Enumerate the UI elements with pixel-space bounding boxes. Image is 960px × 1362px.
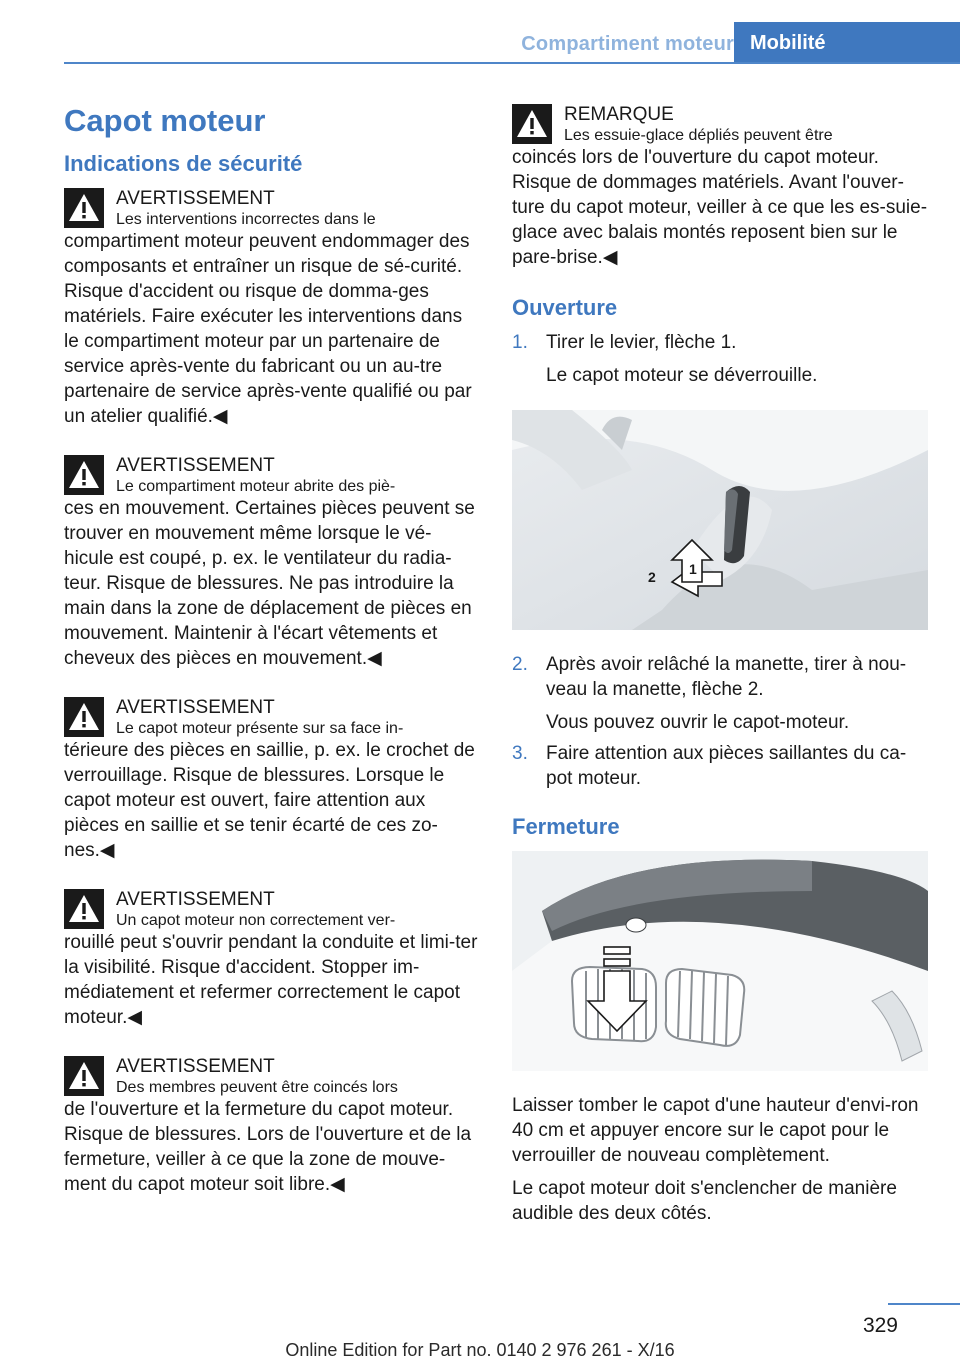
warning-tag: AVERTISSEMENT	[116, 188, 275, 209]
warning-triangle-icon	[64, 889, 104, 929]
warning-block	[64, 453, 480, 671]
step-text: Faire attention aux pièces saillantes du ca‐pot moteur.	[546, 743, 907, 789]
step-item	[512, 741, 928, 791]
warning-first-line: Le compartiment moteur abrite des piè‐	[116, 478, 396, 495]
figure-label-2: 2	[648, 569, 656, 585]
note-first-line: Les essuie-glace dépliés peuvent être	[564, 127, 833, 144]
step-item	[512, 652, 928, 735]
warning-text: rouillé peut s'ouvrir pendant la conduite et limi‐ter la visibilité. Risque d'accident. Stopper im‐médiatement et refermer correctement le capot moteur.◀	[64, 932, 478, 1028]
warning-block	[64, 887, 480, 1030]
note-tag: REMARQUE	[564, 104, 674, 125]
warning-triangle-icon	[64, 188, 104, 228]
figure-label-1: 1	[689, 561, 697, 577]
warning-text: ces en mouvement. Certaines pièces peuvent se trouver en mouvement même lorsque le vé‐hicule est coupé, p. ex. le ventilateur du radia‐teur. Risque de blessures. Ne pas introduire la main dans la zone de déplacement de pièces en mouvement. Maintenir à l'écart vêtements et cheveux des pièces en mouvement.◀	[64, 498, 475, 669]
warning-tag: AVERTISSEMENT	[116, 889, 275, 910]
step-number: 1.	[512, 332, 528, 353]
warning-text: compartiment moteur peuvent endommager des composants et entraîner un risque de sé‐curité. Risque d'accident ou risque de domma‐ges matériels. Faire exécuter les interventions dans le compartiment moteur par un partenaire de service après-vente du fabricant ou un au‐tre partenaire de service après-vente qualifié ou par un atelier qualifié.◀	[64, 231, 472, 427]
warning-first-line: Le capot moteur présente sur sa face in‐	[116, 720, 404, 737]
warning-block	[64, 1054, 480, 1197]
header-section-title: Compartiment moteur	[521, 33, 734, 55]
note-text: coincés lors de l'ouverture du capot moteur. Risque de dommages matériels. Avant l'ouver‐ture du capot moteur, veiller à ce que les es‐suie-glace avec balais montés reposent bien sur le pare-brise.◀	[512, 147, 928, 268]
closing-paragraph: Laisser tomber le capot d'une hauteur d'envi‐ron 40 cm et appuyer encore sur le capot pour le verrouiller de nouveau complètement.	[512, 1095, 919, 1166]
warning-block	[64, 186, 480, 429]
step-number: 2.	[512, 654, 528, 675]
warning-first-line: Les interventions incorrectes dans le	[116, 211, 376, 228]
edition-footer: Online Edition for Part no. 0140 2 976 261 - X/16	[285, 1340, 675, 1360]
page-number: 329	[862, 1314, 898, 1337]
step-result: Vous pouvez ouvrir le capot-moteur.	[546, 712, 850, 733]
hood-closing-figure	[512, 851, 928, 1071]
step-item	[512, 330, 928, 388]
right-column	[512, 102, 928, 1226]
warning-triangle-icon	[64, 1056, 104, 1096]
closing-paragraph: Le capot moteur doit s'enclencher de manière audible des deux côtés.	[512, 1178, 897, 1224]
warning-triangle-icon	[64, 455, 104, 495]
step-text: Tirer le levier, flèche 1.	[546, 332, 737, 353]
step-number: 3.	[512, 743, 528, 764]
warning-tag: AVERTISSEMENT	[116, 455, 275, 476]
step-text: Après avoir relâché la manette, tirer à nou‐veau la manette, flèche 2.	[546, 654, 907, 700]
warning-first-line: Des membres peuvent être coincés lors	[116, 1079, 398, 1096]
warning-block	[64, 695, 480, 863]
closing-heading: Fermeture	[512, 814, 620, 839]
warning-first-line: Un capot moteur non correctement ver‐	[116, 912, 396, 929]
warning-tag: AVERTISSEMENT	[116, 697, 275, 718]
safety-heading: Indications de sécurité	[64, 151, 303, 176]
footer-rule	[888, 1303, 960, 1305]
hood-release-lever-figure	[512, 410, 928, 630]
note-block	[512, 102, 928, 270]
warning-triangle-icon	[64, 697, 104, 737]
header-chapter-tab[interactable]: Mobilité	[734, 22, 960, 64]
opening-heading: Ouverture	[512, 295, 618, 320]
warning-text: térieure des pièces en saillie, p. ex. le crochet de verrouillage. Risque de blessures. Lorsque le capot moteur est ouvert, faire attention aux pièces en saillie et se tenir écarté de ces zo‐nes.◀	[64, 740, 475, 861]
header-rule	[64, 62, 960, 64]
warning-triangle-icon	[512, 104, 552, 144]
warning-text: de l'ouverture et la fermeture du capot moteur. Risque de blessures. Lors de l'ouverture et de la fermeture, veiller à ce que la zone de mouve‐ment du capot moteur soit libre.◀	[64, 1099, 472, 1195]
left-column	[64, 98, 480, 1221]
page-title: Capot moteur	[64, 103, 266, 138]
step-result: Le capot moteur se déverrouille.	[546, 365, 818, 386]
warning-tag: AVERTISSEMENT	[116, 1056, 275, 1077]
